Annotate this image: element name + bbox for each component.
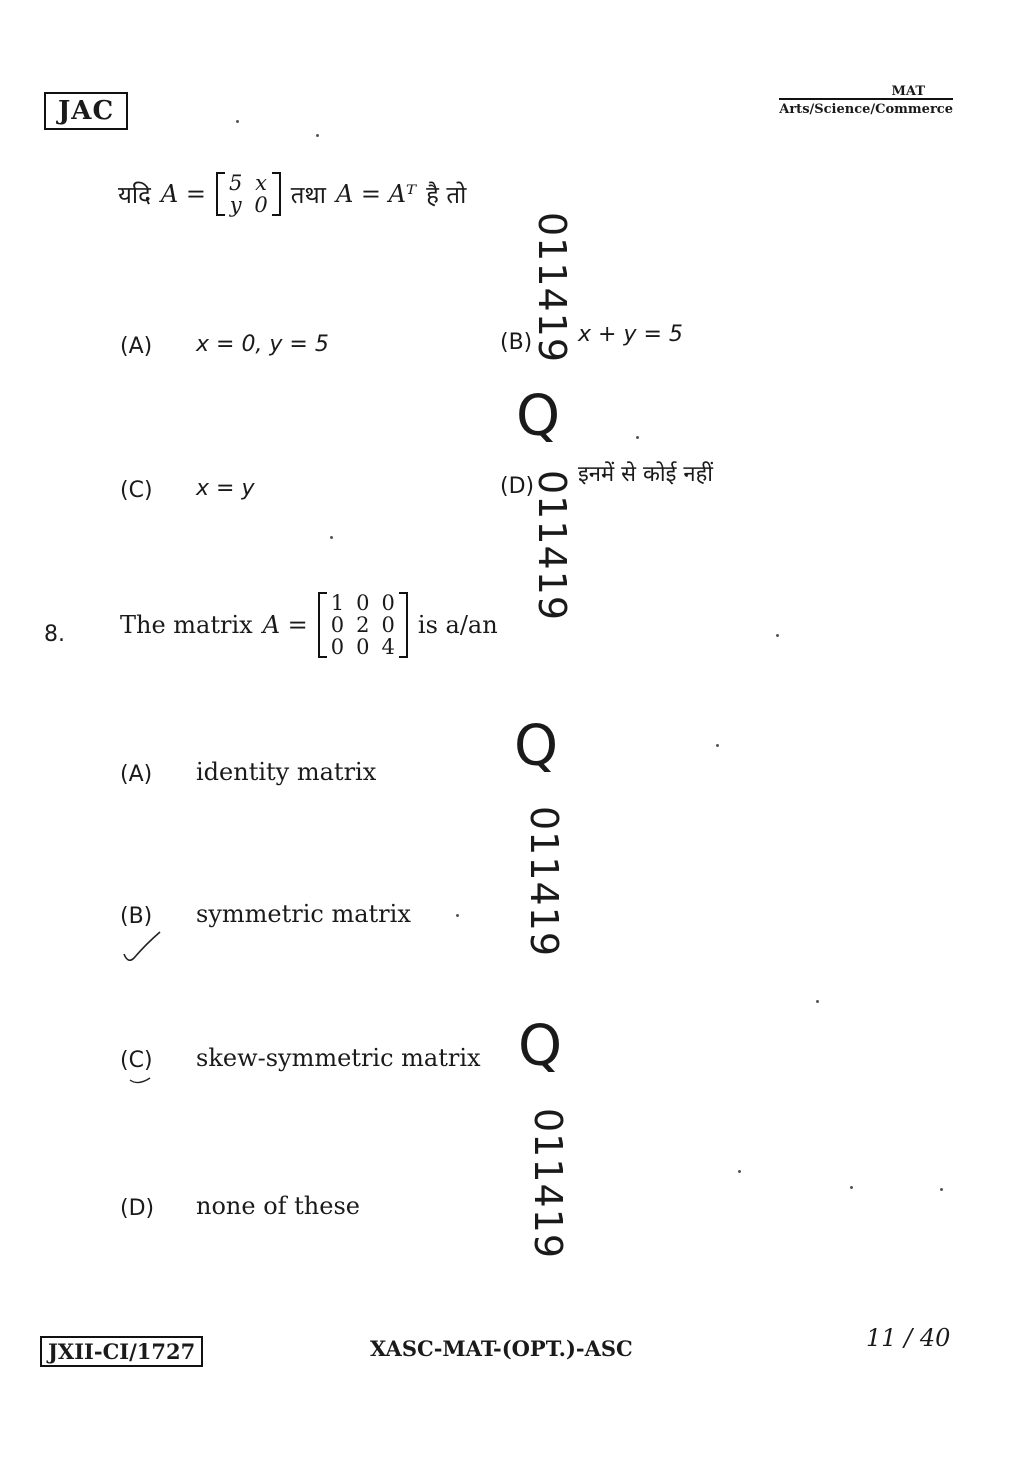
- matrix-cell: 4: [381, 635, 395, 659]
- streams-label: Arts/Science/Commerce: [779, 98, 953, 117]
- scan-speck: [456, 914, 459, 917]
- stamp-number: 011419: [530, 212, 574, 364]
- matrix-cell: x: [255, 171, 267, 195]
- scan-speck: [738, 1170, 741, 1173]
- q8-number: 8.: [44, 622, 65, 647]
- stamp-number: 011419: [530, 470, 574, 622]
- option-label: (D): [500, 474, 535, 499]
- matrix-cell: 0: [330, 635, 345, 659]
- option-text: none of these: [196, 1192, 360, 1220]
- footer-paper-code: XASC-MAT-(OPT.)-ASC: [370, 1336, 633, 1361]
- page-number: 11 / 40: [866, 1324, 951, 1352]
- matrix-cell: 1: [330, 591, 345, 615]
- option-label: (C): [120, 1048, 153, 1073]
- stamp-number: 011419: [522, 806, 566, 958]
- handwritten-tick-mark: [120, 930, 164, 966]
- q7-stem: [118, 172, 466, 216]
- option-label: (A): [120, 762, 153, 787]
- stamp-q: Q: [518, 1014, 563, 1079]
- handwritten-mark: [128, 1064, 154, 1086]
- matrix-cell: 0: [381, 591, 395, 615]
- option-label: (C): [120, 478, 153, 503]
- stamp-number: 011419: [526, 1108, 570, 1260]
- q7-prefix: यदि: [118, 180, 151, 209]
- matrix-cell: y: [229, 193, 242, 217]
- matrix-cell: 0: [356, 591, 370, 615]
- q7-matrix-var: A =: [160, 180, 206, 208]
- matrix-cell: 2: [356, 613, 370, 637]
- stamp-q: Q: [514, 714, 559, 779]
- scan-speck: [776, 634, 779, 637]
- scan-speck: [330, 536, 333, 539]
- option-label: (B): [500, 330, 533, 355]
- option-text: symmetric matrix: [196, 900, 411, 928]
- scan-speck: [236, 120, 239, 123]
- option-text: इनमें से कोई नहीं: [578, 462, 714, 487]
- q8-prefix: The matrix: [120, 611, 253, 639]
- scan-speck: [316, 134, 319, 137]
- scan-speck: [850, 1186, 853, 1189]
- scan-speck: [716, 744, 719, 747]
- matrix-cell: 0: [356, 635, 370, 659]
- option-label: (A): [120, 334, 153, 359]
- q7-suffix: है तो: [426, 180, 467, 209]
- option-text: x = y: [196, 476, 255, 501]
- matrix-cell: 5: [228, 171, 243, 195]
- subject-label: MAT: [891, 84, 925, 99]
- option-text: skew-symmetric matrix: [196, 1044, 481, 1072]
- scan-speck: [940, 1188, 943, 1191]
- q8-suffix: is a/an: [417, 611, 498, 639]
- matrix-cell: 0: [381, 613, 395, 637]
- q8-matrix-var: A =: [262, 611, 308, 639]
- matrix-cell: 0: [330, 613, 345, 637]
- option-label: (B): [120, 904, 153, 929]
- scan-speck: [816, 1000, 819, 1003]
- option-label: (D): [120, 1196, 155, 1221]
- option-text: x + y = 5: [578, 322, 683, 347]
- jac-logo: JAC: [44, 92, 128, 130]
- matrix-cell: 0: [254, 193, 268, 217]
- option-text: x = 0, y = 5: [196, 332, 329, 357]
- footer-code: JXII-CI/1727: [40, 1336, 203, 1367]
- stamp-q: Q: [516, 384, 561, 449]
- option-text: identity matrix: [196, 758, 377, 786]
- q8-matrix: [318, 592, 408, 658]
- scan-speck: [636, 436, 639, 439]
- q7-conj: तथा: [290, 180, 326, 209]
- q8-stem: [120, 592, 498, 658]
- q7-condition: A = Aᵀ: [335, 180, 417, 208]
- q7-matrix: [216, 172, 281, 216]
